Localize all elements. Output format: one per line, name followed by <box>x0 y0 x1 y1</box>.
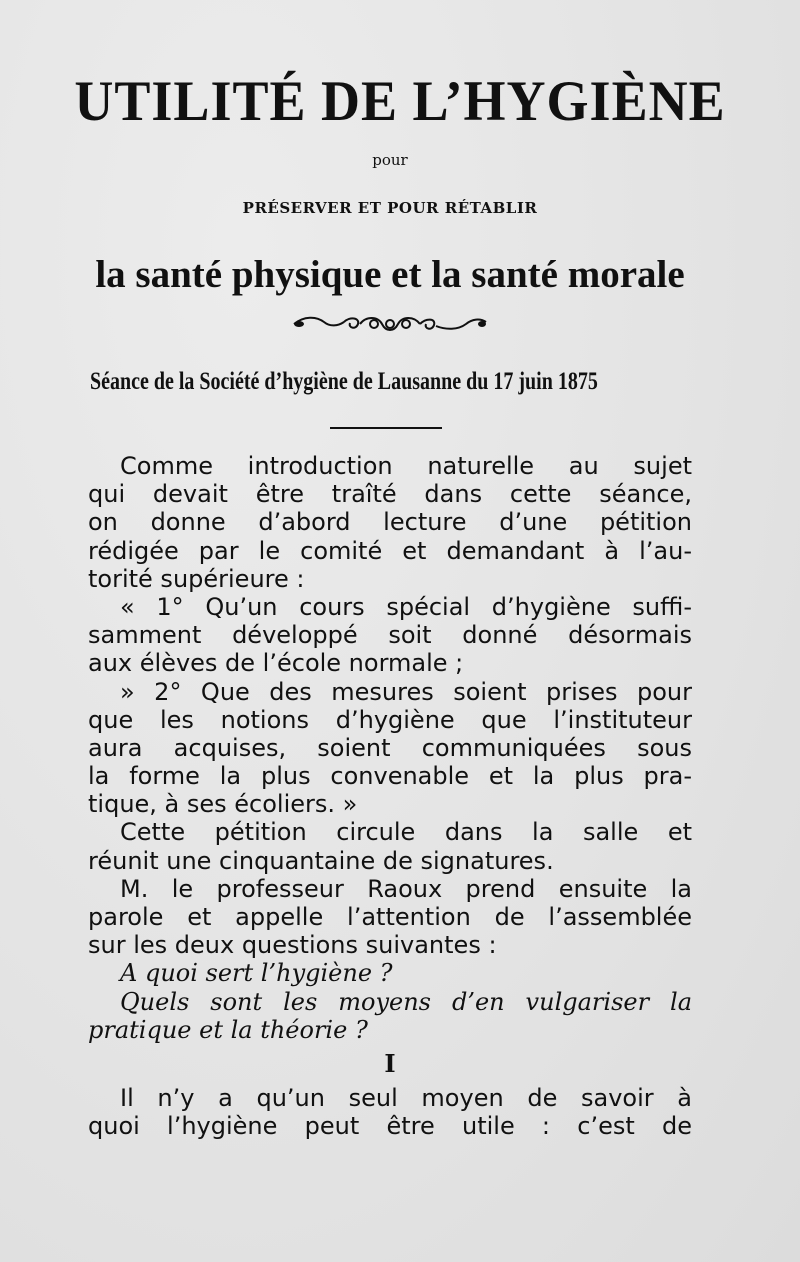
question-line: pratique et la théorie ? <box>88 1015 368 1044</box>
section-number: I <box>384 1048 396 1078</box>
body-line: on donne d’abord lecture d’une pétition <box>88 508 692 537</box>
question-line: Quels sont les moyens d’en vulgariser la <box>120 987 692 1016</box>
body-line: tique, à ses écoliers. » <box>88 790 358 819</box>
body-line: la forme la plus convenable et la plus pra- <box>88 762 692 791</box>
body-line: « 1° Qu’un cours spécial d’hygiène suffi- <box>120 592 692 621</box>
session-heading: Séance de la Société d’hygiène de Lausanne du 17 juin 1875 <box>90 368 598 395</box>
body-line: M. le professeur Raoux prend ensuite la <box>120 874 692 903</box>
body-line: que les notions d’hygiène que l’instituteur <box>88 705 692 734</box>
ornament-divider <box>290 312 490 336</box>
body-line: samment développé soit donné désormais <box>88 621 692 650</box>
body-line: aux élèves de l’école normale ; <box>88 649 464 678</box>
body-line: quoi l’hygiène peut être utile : c’est de <box>88 1112 692 1141</box>
body-line: Il n’y a qu’un seul moyen de savoir à <box>120 1083 692 1112</box>
body-line: Comme introduction naturelle au sujet <box>120 452 692 480</box>
body-line: sur les deux questions suivantes : <box>88 931 497 960</box>
body-line: qui devait être traîté dans cette séance, <box>88 480 692 509</box>
body-line: parole et appelle l’attention de l’assemblée <box>88 903 692 931</box>
subtitle-caps: PRÉSERVER ET POUR RÉTABLIR <box>242 199 538 217</box>
subtitle-main: la santé physique et la santé morale <box>95 253 685 296</box>
separator-rule <box>330 427 442 429</box>
body-line: torité supérieure : <box>88 564 305 593</box>
body-line: réunit une cinquantaine de signatures. <box>88 846 554 875</box>
body-line: rédigée par le comité et demandant à l’au- <box>88 536 692 565</box>
question-line: A quoi sert l’hygiène ? <box>120 959 393 988</box>
body-line: » 2° Que des mesures soient prises pour <box>120 677 692 706</box>
body-line: Cette pétition circule dans la salle et <box>120 818 692 847</box>
body-line: aura acquises, soient communiquées sous <box>88 733 692 762</box>
pour-label: pour <box>372 151 408 169</box>
body-text <box>88 452 692 1140</box>
page-title: UTILITÉ DE L’HYGIÈNE <box>74 69 726 133</box>
